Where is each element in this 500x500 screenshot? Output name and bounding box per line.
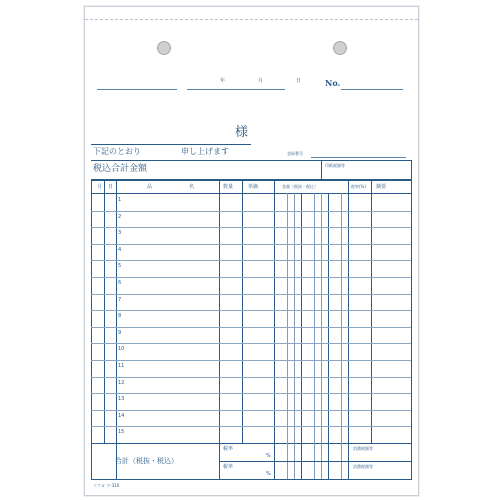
table-top	[91, 179, 411, 181]
consumption-tax-label-2: 消費税額等	[353, 464, 373, 469]
col-item-qty	[219, 179, 220, 479]
binding-hole-right	[333, 41, 347, 55]
table-row-line	[91, 327, 411, 328]
invoice-number-line	[341, 89, 403, 90]
row-number: 5	[118, 263, 122, 269]
header-amount: 金額（税抜・税込）	[282, 184, 318, 189]
statement-text-1: 下記のとおり	[93, 147, 141, 156]
stamp-divider	[321, 160, 322, 180]
date-line	[187, 89, 285, 90]
col-border-left	[91, 179, 92, 479]
row-number: 11	[118, 363, 125, 369]
col-month-day	[104, 179, 105, 443]
row-number: 10	[118, 346, 125, 352]
row-number: 12	[118, 380, 125, 386]
row-number: 14	[118, 413, 125, 419]
row-number: 2	[118, 214, 122, 220]
table-row-line	[91, 310, 411, 311]
col-amount-1	[287, 193, 288, 479]
table-row-line	[91, 260, 411, 261]
statement-text-2: 申し上げます	[181, 147, 229, 156]
table-row-line	[91, 294, 411, 295]
stamp-duty-label: 印紙税額等	[325, 163, 345, 168]
col-taxrate-remarks	[371, 179, 372, 443]
col-amount-6	[328, 193, 329, 479]
form-code: コクヨ ウ-310	[93, 483, 120, 488]
row-number: 1	[118, 197, 122, 203]
tax-rate-label-1: 税率	[223, 446, 234, 452]
total-box-top	[91, 160, 411, 161]
binding-hole-left	[157, 41, 171, 55]
row-number: 9	[118, 330, 122, 336]
row-number: 13	[118, 396, 125, 402]
header-item-name: 品 名	[147, 184, 211, 190]
recipient-line	[97, 89, 177, 90]
col-amount-2	[294, 193, 295, 479]
footer-mid-line	[219, 461, 411, 462]
col-qty-price	[242, 179, 243, 443]
table-row-line	[91, 393, 411, 394]
table-bottom	[91, 479, 411, 480]
registration-number-line	[311, 157, 406, 158]
header-quantity: 数量	[223, 184, 234, 190]
header-remarks: 摘要	[376, 184, 387, 190]
perforation-line	[85, 19, 418, 20]
table-row-line	[91, 360, 411, 361]
tax-rate-label-2: 税率	[223, 464, 234, 470]
table-row-line	[91, 244, 411, 245]
percent-label-1: %	[266, 453, 271, 459]
invoice-number-label: No.	[325, 78, 341, 88]
row-number: 8	[118, 313, 122, 319]
date-label: 年 月 日	[220, 78, 316, 84]
col-day-item	[116, 179, 117, 479]
table-row-line	[91, 343, 411, 344]
registration-number-label: 登録番号	[287, 151, 303, 156]
table-row-line	[91, 426, 411, 427]
invoice-form-sheet	[84, 6, 419, 496]
row-number: 4	[118, 247, 122, 253]
col-amount-3	[301, 193, 302, 479]
header-unit-price: 単価	[248, 184, 259, 190]
table-body-bottom	[91, 443, 411, 444]
honorific-sama: 様	[235, 125, 249, 140]
col-amount-7	[341, 193, 342, 479]
col-amount-4	[314, 193, 315, 479]
header-tax-rate: 税率(%)	[351, 184, 366, 189]
col-border-right	[411, 160, 412, 480]
row-number: 3	[118, 230, 122, 236]
row-number: 6	[118, 280, 122, 286]
table-row-line	[91, 410, 411, 411]
addressee-line	[91, 144, 251, 145]
consumption-tax-label-1: 消費税額等	[353, 446, 373, 451]
table-header-bottom	[91, 193, 411, 194]
percent-label-2: %	[266, 471, 271, 477]
tax-inclusive-total-label: 税込合計金額	[93, 164, 148, 174]
col-amount-taxrate	[348, 179, 349, 479]
table-row-line	[91, 377, 411, 378]
col-amount-5	[321, 193, 322, 479]
grand-total-label: 合計（税抜・税込）	[115, 457, 178, 465]
header-month: 月	[97, 184, 103, 190]
table-row-line	[91, 227, 411, 228]
row-number: 7	[118, 297, 122, 303]
col-price-amount	[274, 179, 275, 479]
row-number: 15	[118, 429, 125, 435]
header-day: 日	[108, 184, 114, 190]
table-row-line	[91, 277, 411, 278]
table-row-line	[91, 211, 411, 212]
